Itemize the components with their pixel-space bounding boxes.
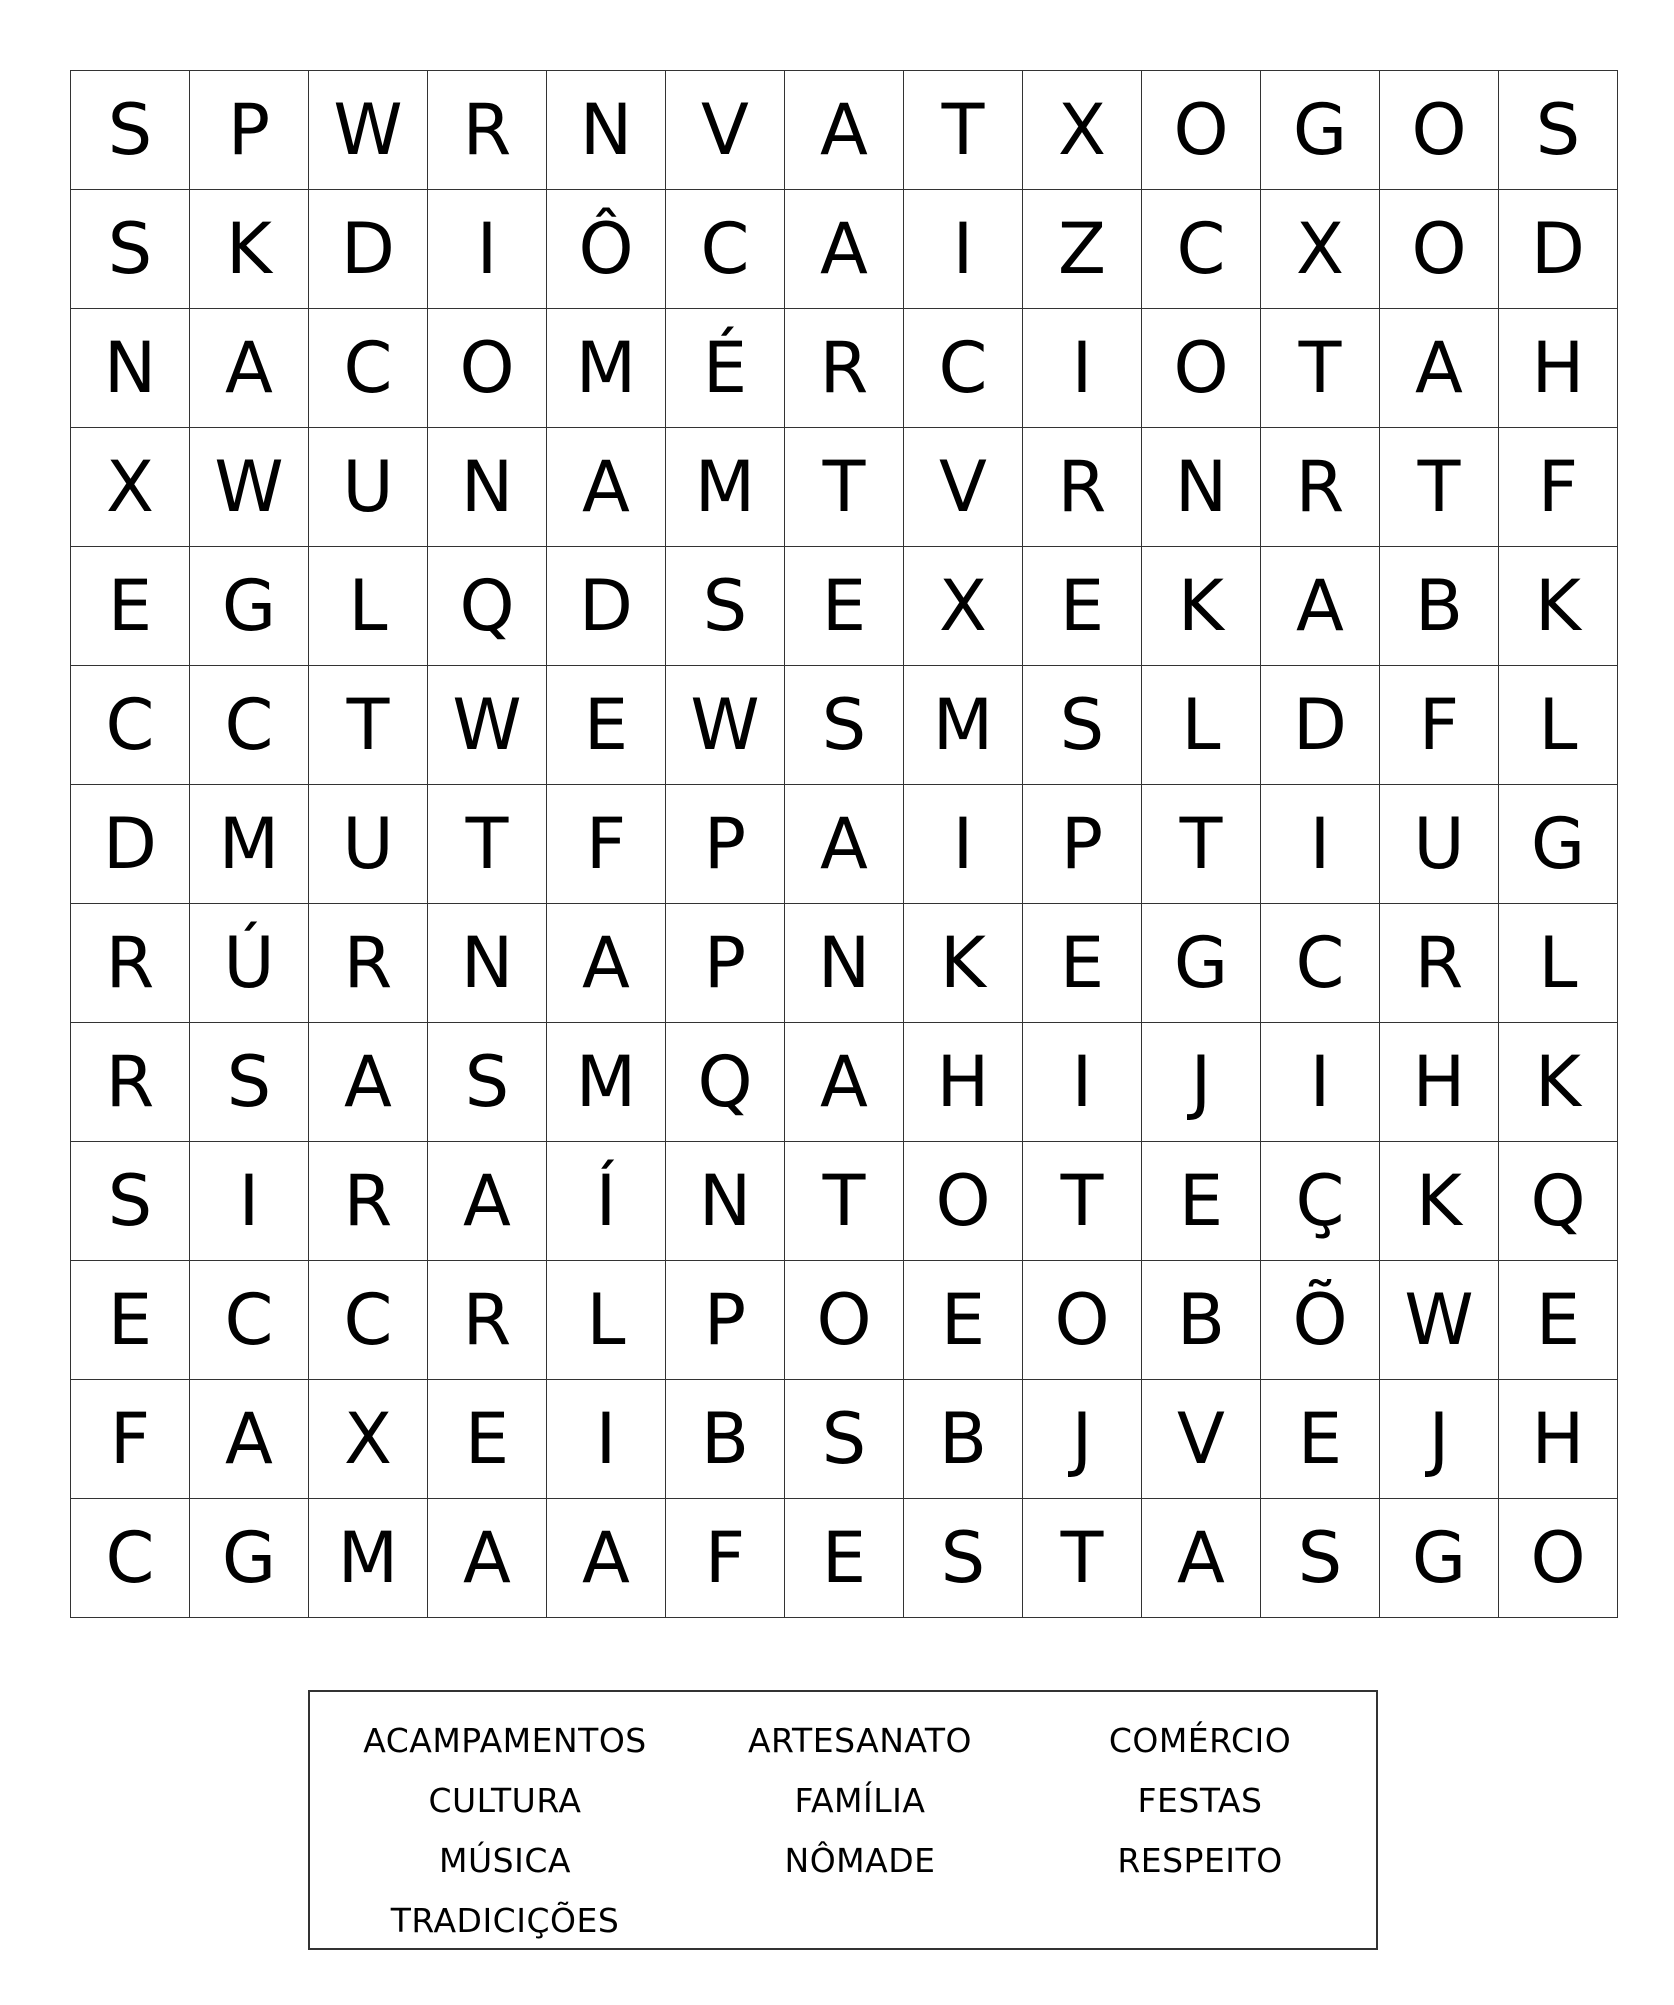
grid-cell[interactable]: A xyxy=(547,904,666,1023)
grid-cell[interactable]: A xyxy=(1142,1499,1261,1618)
grid-cell[interactable]: X xyxy=(1261,190,1380,309)
grid-row xyxy=(71,1261,1618,1380)
grid-cell[interactable]: K xyxy=(1380,1142,1499,1261)
grid-cell[interactable]: S xyxy=(1023,666,1142,785)
grid-cell[interactable]: Ç xyxy=(1261,1142,1380,1261)
grid-cell[interactable]: A xyxy=(309,1023,428,1142)
grid-cell[interactable]: G xyxy=(190,1499,309,1618)
grid-cell[interactable]: K xyxy=(1499,547,1618,666)
grid-cell[interactable]: J xyxy=(1023,1380,1142,1499)
grid-cell[interactable]: D xyxy=(1261,666,1380,785)
grid-cell[interactable]: S xyxy=(71,71,190,190)
grid-cell[interactable]: A xyxy=(1261,547,1380,666)
grid-cell[interactable]: N xyxy=(547,71,666,190)
grid-cell[interactable]: O xyxy=(1380,71,1499,190)
grid-cell[interactable]: C xyxy=(309,309,428,428)
grid-cell[interactable]: N xyxy=(71,309,190,428)
grid-cell[interactable]: M xyxy=(547,309,666,428)
grid-row xyxy=(71,1499,1618,1618)
word-list-item: TRADICIÇÕES xyxy=(390,1900,620,1940)
grid-cell[interactable]: K xyxy=(1142,547,1261,666)
word-list-item: CULTURA xyxy=(428,1780,582,1820)
grid-cell[interactable]: V xyxy=(1142,1380,1261,1499)
grid-cell[interactable]: E xyxy=(71,547,190,666)
grid-cell[interactable]: M xyxy=(666,428,785,547)
grid-cell[interactable]: N xyxy=(428,428,547,547)
grid-cell[interactable]: Ô xyxy=(547,190,666,309)
grid-cell[interactable]: Z xyxy=(1023,190,1142,309)
grid-cell[interactable]: F xyxy=(547,785,666,904)
grid-cell[interactable]: I xyxy=(190,1142,309,1261)
word-list-item: FAMÍLIA xyxy=(794,1780,926,1820)
grid-cell[interactable]: R xyxy=(309,904,428,1023)
grid-cell[interactable]: T xyxy=(785,1142,904,1261)
grid-cell[interactable]: F xyxy=(1380,666,1499,785)
grid-cell[interactable]: R xyxy=(785,309,904,428)
grid-cell[interactable]: C xyxy=(190,1261,309,1380)
grid-cell[interactable]: I xyxy=(904,785,1023,904)
grid-row xyxy=(71,309,1618,428)
grid-cell[interactable]: O xyxy=(785,1261,904,1380)
grid-cell[interactable]: T xyxy=(1023,1142,1142,1261)
grid-cell[interactable]: Í xyxy=(547,1142,666,1261)
grid-cell[interactable]: F xyxy=(666,1499,785,1618)
grid-cell[interactable]: D xyxy=(547,547,666,666)
grid-cell[interactable]: T xyxy=(428,785,547,904)
letter-grid xyxy=(70,70,1618,1618)
grid-row xyxy=(71,547,1618,666)
grid-cell[interactable]: N xyxy=(1142,428,1261,547)
grid-row xyxy=(71,1142,1618,1261)
word-list xyxy=(340,1710,1350,1950)
grid-cell[interactable]: E xyxy=(1261,1380,1380,1499)
grid-cell[interactable]: T xyxy=(1023,1499,1142,1618)
grid-cell[interactable]: E xyxy=(785,1499,904,1618)
grid-cell[interactable]: T xyxy=(1380,428,1499,547)
grid-cell[interactable]: O xyxy=(904,1142,1023,1261)
grid-cell[interactable]: E xyxy=(1142,1142,1261,1261)
grid-cell[interactable]: O xyxy=(1142,71,1261,190)
grid-cell[interactable]: T xyxy=(785,428,904,547)
grid-cell[interactable]: O xyxy=(1380,190,1499,309)
grid-cell[interactable]: L xyxy=(1499,904,1618,1023)
grid-cell[interactable]: R xyxy=(428,1261,547,1380)
grid-cell[interactable]: L xyxy=(1499,666,1618,785)
grid-row xyxy=(71,904,1618,1023)
grid-cell[interactable]: M xyxy=(904,666,1023,785)
grid-cell[interactable]: P xyxy=(666,785,785,904)
grid-cell[interactable]: Q xyxy=(666,1023,785,1142)
grid-cell[interactable]: J xyxy=(1142,1023,1261,1142)
grid-cell[interactable]: K xyxy=(190,190,309,309)
grid-cell[interactable]: W xyxy=(666,666,785,785)
grid-cell[interactable]: S xyxy=(190,1023,309,1142)
grid-cell[interactable]: C xyxy=(71,1499,190,1618)
grid-cell[interactable]: I xyxy=(1023,1023,1142,1142)
grid-cell[interactable]: G xyxy=(1499,785,1618,904)
grid-row xyxy=(71,666,1618,785)
grid-cell[interactable]: C xyxy=(666,190,785,309)
word-list-item: COMÉRCIO xyxy=(1108,1720,1292,1760)
grid-row xyxy=(71,71,1618,190)
grid-cell[interactable]: A xyxy=(190,309,309,428)
grid-cell[interactable]: H xyxy=(904,1023,1023,1142)
grid-cell[interactable]: G xyxy=(1261,71,1380,190)
grid-cell[interactable]: I xyxy=(1023,309,1142,428)
grid-cell[interactable]: F xyxy=(1499,428,1618,547)
grid-cell[interactable]: G xyxy=(1380,1499,1499,1618)
grid-cell[interactable]: W xyxy=(190,428,309,547)
grid-cell[interactable]: X xyxy=(1023,71,1142,190)
grid-cell[interactable]: D xyxy=(71,785,190,904)
grid-cell[interactable]: R xyxy=(1261,428,1380,547)
grid-cell[interactable]: P xyxy=(190,71,309,190)
grid-cell[interactable]: B xyxy=(1380,547,1499,666)
grid-row xyxy=(71,1380,1618,1499)
grid-cell[interactable]: F xyxy=(71,1380,190,1499)
grid-cell[interactable]: I xyxy=(1261,785,1380,904)
grid-cell[interactable]: P xyxy=(666,1261,785,1380)
grid-cell[interactable]: A xyxy=(547,1499,666,1618)
grid-cell[interactable]: S xyxy=(428,1023,547,1142)
grid-cell[interactable]: E xyxy=(1499,1261,1618,1380)
grid-cell[interactable]: L xyxy=(1142,666,1261,785)
grid-cell[interactable]: B xyxy=(666,1380,785,1499)
grid-cell[interactable]: G xyxy=(1142,904,1261,1023)
grid-cell[interactable]: X xyxy=(71,428,190,547)
grid-cell[interactable]: V xyxy=(666,71,785,190)
grid-cell[interactable]: W xyxy=(428,666,547,785)
grid-cell[interactable]: B xyxy=(1142,1261,1261,1380)
grid-cell[interactable]: N xyxy=(428,904,547,1023)
grid-cell[interactable]: N xyxy=(666,1142,785,1261)
grid-cell[interactable]: A xyxy=(785,190,904,309)
grid-cell[interactable]: S xyxy=(666,547,785,666)
grid-cell[interactable]: J xyxy=(1380,1380,1499,1499)
grid-cell[interactable]: S xyxy=(1499,71,1618,190)
grid-cell[interactable]: W xyxy=(1380,1261,1499,1380)
grid-cell[interactable]: X xyxy=(309,1380,428,1499)
grid-cell[interactable]: V xyxy=(904,428,1023,547)
grid-cell[interactable]: A xyxy=(190,1380,309,1499)
grid-cell[interactable]: E xyxy=(71,1261,190,1380)
grid-cell[interactable]: W xyxy=(309,71,428,190)
grid-cell[interactable]: I xyxy=(904,190,1023,309)
grid-cell[interactable]: D xyxy=(309,190,428,309)
grid-cell[interactable]: C xyxy=(1261,904,1380,1023)
grid-cell[interactable]: R xyxy=(428,71,547,190)
grid-cell[interactable]: H xyxy=(1380,1023,1499,1142)
grid-cell[interactable]: A xyxy=(1380,309,1499,428)
word-list-item: NÔMADE xyxy=(784,1840,936,1880)
grid-cell[interactable]: I xyxy=(547,1380,666,1499)
grid-cell[interactable]: A xyxy=(785,71,904,190)
grid-row xyxy=(71,1023,1618,1142)
grid-cell[interactable]: A xyxy=(428,1499,547,1618)
grid-cell[interactable]: R xyxy=(71,1023,190,1142)
grid-cell[interactable]: S xyxy=(904,1499,1023,1618)
grid-cell[interactable]: B xyxy=(904,1380,1023,1499)
grid-cell[interactable]: S xyxy=(785,1380,904,1499)
grid-cell[interactable]: L xyxy=(547,1261,666,1380)
word-list-item: ACAMPAMENTOS xyxy=(363,1720,647,1760)
grid-cell[interactable]: C xyxy=(904,309,1023,428)
grid-row xyxy=(71,190,1618,309)
grid-cell[interactable]: P xyxy=(1023,785,1142,904)
grid-cell[interactable]: U xyxy=(309,428,428,547)
grid-cell[interactable]: S xyxy=(71,1142,190,1261)
grid-cell[interactable]: O xyxy=(1023,1261,1142,1380)
word-list-item: MÚSICA xyxy=(439,1840,571,1880)
grid-cell[interactable]: U xyxy=(309,785,428,904)
grid-cell[interactable]: L xyxy=(309,547,428,666)
grid-cell[interactable]: K xyxy=(1499,1023,1618,1142)
grid-cell[interactable]: A xyxy=(785,785,904,904)
grid-cell[interactable]: C xyxy=(309,1261,428,1380)
grid-cell[interactable]: O xyxy=(428,309,547,428)
grid-cell[interactable]: H xyxy=(1499,1380,1618,1499)
grid-cell[interactable]: R xyxy=(1380,904,1499,1023)
grid-cell[interactable]: E xyxy=(428,1380,547,1499)
grid-cell[interactable]: S xyxy=(1261,1499,1380,1618)
grid-cell[interactable]: M xyxy=(547,1023,666,1142)
grid-cell[interactable]: I xyxy=(1261,1023,1380,1142)
grid-cell[interactable]: D xyxy=(1499,190,1618,309)
grid-cell[interactable]: E xyxy=(785,547,904,666)
word-list-item: FESTAS xyxy=(1137,1780,1263,1820)
grid-cell[interactable]: T xyxy=(309,666,428,785)
word-list-box xyxy=(308,1690,1378,1950)
grid-cell[interactable]: A xyxy=(428,1142,547,1261)
grid-cell[interactable]: Ú xyxy=(190,904,309,1023)
grid-cell[interactable]: R xyxy=(309,1142,428,1261)
grid-cell[interactable]: E xyxy=(1023,904,1142,1023)
grid-cell[interactable]: T xyxy=(1142,785,1261,904)
grid-cell[interactable]: P xyxy=(666,904,785,1023)
grid-row xyxy=(71,428,1618,547)
grid-row xyxy=(71,785,1618,904)
grid-cell[interactable]: É xyxy=(666,309,785,428)
grid-cell[interactable]: G xyxy=(190,547,309,666)
grid-cell[interactable]: T xyxy=(904,71,1023,190)
grid-cell[interactable]: N xyxy=(785,904,904,1023)
grid-cell[interactable]: C xyxy=(190,666,309,785)
grid-cell[interactable]: K xyxy=(904,904,1023,1023)
grid-cell[interactable]: R xyxy=(71,904,190,1023)
grid-cell[interactable]: Õ xyxy=(1261,1261,1380,1380)
grid-cell[interactable]: I xyxy=(428,190,547,309)
grid-cell[interactable]: T xyxy=(1261,309,1380,428)
grid-cell[interactable]: E xyxy=(547,666,666,785)
grid-cell[interactable]: E xyxy=(1023,547,1142,666)
grid-cell[interactable]: S xyxy=(785,666,904,785)
grid-cell[interactable]: C xyxy=(1142,190,1261,309)
grid-cell[interactable]: R xyxy=(1023,428,1142,547)
grid-cell[interactable]: A xyxy=(547,428,666,547)
grid-cell[interactable]: E xyxy=(904,1261,1023,1380)
grid-cell[interactable]: O xyxy=(1499,1499,1618,1618)
grid-cell[interactable]: H xyxy=(1499,309,1618,428)
grid-cell[interactable]: O xyxy=(1142,309,1261,428)
grid-cell[interactable]: M xyxy=(190,785,309,904)
grid-cell[interactable]: U xyxy=(1380,785,1499,904)
grid-cell[interactable]: X xyxy=(904,547,1023,666)
grid-cell[interactable]: C xyxy=(71,666,190,785)
word-list-item: RESPEITO xyxy=(1117,1840,1283,1880)
grid-cell[interactable]: M xyxy=(309,1499,428,1618)
word-list-item: ARTESANATO xyxy=(747,1720,973,1760)
grid-cell[interactable]: Q xyxy=(428,547,547,666)
grid-cell[interactable]: A xyxy=(785,1023,904,1142)
grid-cell[interactable]: S xyxy=(71,190,190,309)
grid-cell[interactable]: Q xyxy=(1499,1142,1618,1261)
